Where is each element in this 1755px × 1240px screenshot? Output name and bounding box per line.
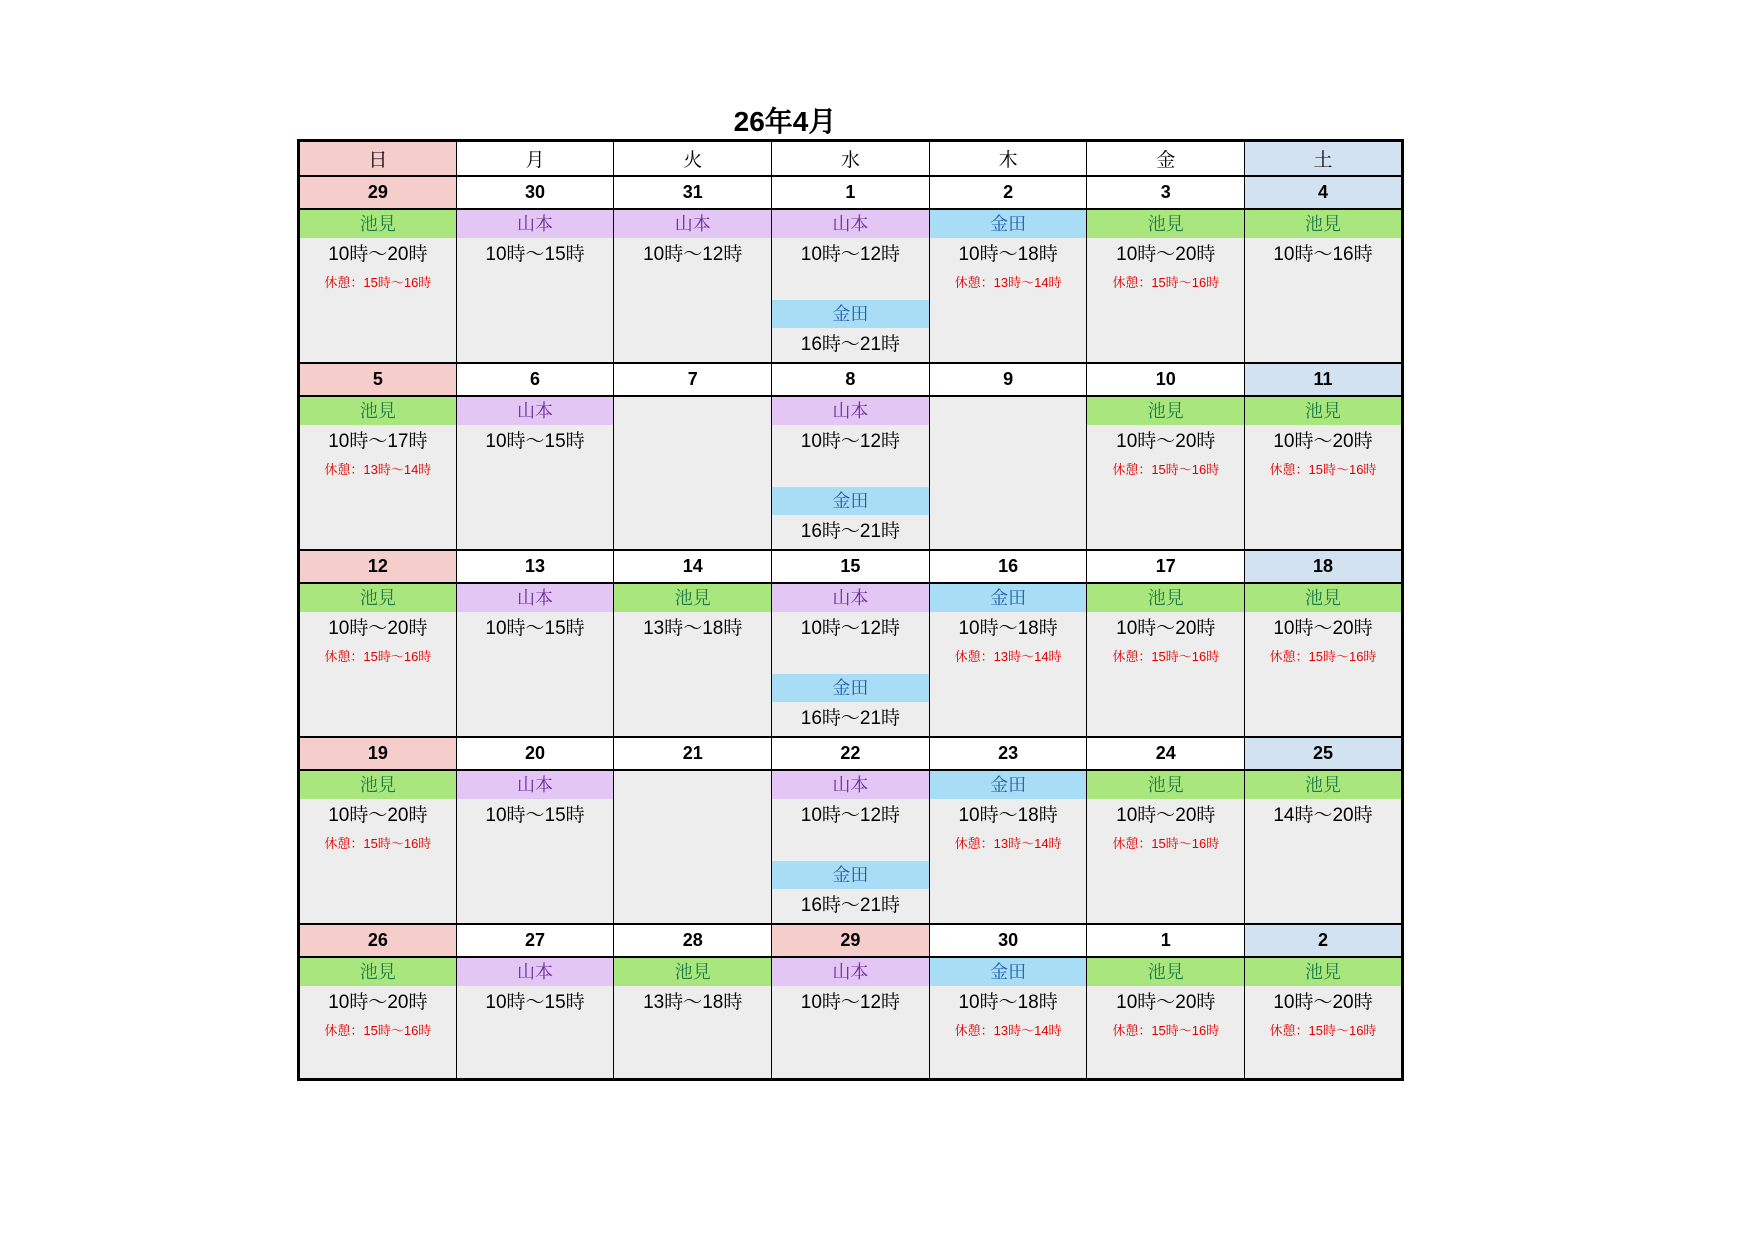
date-cell-7[interactable]: 7 — [614, 363, 772, 396]
staff-name-badge-yamamoto[interactable]: 山本 — [772, 397, 929, 425]
shift-cell-1[interactable] — [1087, 957, 1245, 1080]
shift-hours: 10時〜12時 — [800, 805, 901, 826]
date-cell-2[interactable]: 2 — [929, 176, 1087, 209]
shift-calendar-table — [297, 139, 1404, 1081]
shift-cell-22[interactable] — [772, 770, 930, 924]
date-cell-12[interactable]: 12 — [299, 550, 457, 583]
shift-hours: 14時〜20時 — [1273, 805, 1373, 826]
shift-cell-28[interactable] — [614, 957, 772, 1080]
staff-name-badge-yamamoto[interactable]: 山本 — [772, 958, 929, 986]
date-number-row — [299, 176, 1403, 209]
date-cell-4[interactable]: 4 — [1245, 176, 1403, 209]
shift-cell-18[interactable] — [1245, 583, 1403, 737]
date-cell-28[interactable]: 28 — [614, 924, 772, 957]
staff-name-badge-yamamoto[interactable]: 山本 — [614, 210, 771, 238]
shift-cell-15[interactable] — [772, 583, 930, 737]
shift-hours: 10時〜15時 — [485, 244, 585, 265]
shift-cell-inner — [300, 210, 456, 294]
shift-hours: 10時〜12時 — [800, 431, 901, 452]
shift-cell-inner — [1245, 397, 1401, 481]
date-cell-13[interactable]: 13 — [456, 550, 614, 583]
shift-cell-inner — [772, 958, 929, 1020]
staff-name-badge-yamamoto[interactable]: 山本 — [772, 584, 929, 612]
shift-hours: 10時〜15時 — [485, 805, 585, 826]
shift-cell-inner — [300, 958, 456, 1042]
date-number-row — [299, 737, 1403, 770]
shift-cell-3[interactable] — [1087, 209, 1245, 363]
shift-cell-inner — [614, 584, 771, 646]
shift-cell-27[interactable] — [456, 957, 614, 1080]
date-cell-26[interactable]: 26 — [299, 924, 457, 957]
shift-cell-inner — [457, 397, 614, 459]
staff-name-badge-yamamoto[interactable]: 山本 — [772, 210, 929, 238]
shift-cell-inner — [772, 771, 929, 923]
shift-cell-inner — [1087, 210, 1244, 294]
page-title: 26年4月 — [733, 106, 837, 137]
shift-hours: 16時〜21時 — [800, 708, 901, 729]
staff-name-badge-yamamoto[interactable]: 山本 — [457, 584, 614, 612]
shift-hours: 10時〜15時 — [485, 992, 585, 1013]
shift-hours: 13時〜18時 — [643, 992, 743, 1013]
shift-cell-inner — [930, 210, 1087, 294]
shift-hours: 13時〜18時 — [643, 618, 743, 639]
shift-hours: 10時〜12時 — [800, 618, 901, 639]
shift-hours: 10時〜16時 — [1273, 244, 1373, 265]
date-cell-29[interactable]: 29 — [299, 176, 457, 209]
break-time-note: 休憩：15時〜16時 — [324, 649, 432, 664]
shift-hours: 10時〜15時 — [485, 618, 585, 639]
break-time-note: 休憩：15時〜16時 — [1112, 462, 1220, 477]
break-time-note: 休憩：15時〜16時 — [1269, 462, 1377, 477]
shift-cell-4[interactable] — [1245, 209, 1403, 363]
shift-hours: 10時〜15時 — [485, 431, 585, 452]
shift-hours: 16時〜21時 — [800, 334, 901, 355]
break-time-note: 休憩：15時〜16時 — [1112, 836, 1220, 851]
staff-name-badge-yamamoto[interactable]: 山本 — [457, 958, 614, 986]
shift-hours: 10時〜20時 — [1116, 431, 1216, 452]
break-time-note: 休憩：13時〜14時 — [954, 275, 1062, 290]
shift-cell-inner — [300, 397, 456, 481]
shift-hours: 10時〜20時 — [1116, 618, 1216, 639]
staff-name-badge-kaneda[interactable]: 金田 — [930, 210, 1087, 238]
staff-name-badge-yamamoto[interactable]: 山本 — [457, 397, 614, 425]
weekday-header-0: 日 — [299, 141, 457, 177]
shift-hours: 10時〜12時 — [800, 244, 901, 265]
date-number-row — [299, 924, 1403, 957]
shift-cell-2[interactable] — [1245, 957, 1403, 1080]
break-time-note: 休憩：15時〜16時 — [1112, 649, 1220, 664]
shift-cell-inner — [1245, 210, 1401, 272]
shift-cell-inner — [1087, 584, 1244, 668]
shift-hours: 10時〜18時 — [958, 244, 1058, 265]
calendar-container — [297, 139, 1401, 1081]
date-cell-21[interactable]: 21 — [614, 737, 772, 770]
date-cell-31[interactable]: 31 — [614, 176, 772, 209]
staff-name-badge-yamamoto[interactable]: 山本 — [457, 210, 614, 238]
staff-name-badge-ikemi[interactable]: 池見 — [1245, 584, 1401, 612]
shift-content-row — [299, 209, 1403, 363]
date-cell-16[interactable]: 16 — [929, 550, 1087, 583]
shift-cell-10[interactable] — [1087, 396, 1245, 550]
break-time-note: 休憩：15時〜16時 — [324, 275, 432, 290]
shift-cell-14[interactable] — [614, 583, 772, 737]
staff-name-badge-ikemi[interactable]: 池見 — [1245, 210, 1401, 238]
date-cell-2[interactable]: 2 — [1245, 924, 1403, 957]
shift-cell-2[interactable] — [929, 209, 1087, 363]
staff-name-badge-ikemi[interactable]: 池見 — [300, 210, 456, 238]
staff-name-badge-kaneda[interactable]: 金田 — [772, 300, 929, 328]
staff-name-badge-ikemi[interactable]: 池見 — [1087, 958, 1244, 986]
shift-cell-23[interactable] — [929, 770, 1087, 924]
shift-cell-7[interactable] — [614, 396, 772, 550]
staff-name-badge-kaneda[interactable]: 金田 — [930, 584, 1087, 612]
shift-cell-inner — [457, 958, 614, 1020]
shift-cell-31[interactable] — [614, 209, 772, 363]
date-cell-14[interactable]: 14 — [614, 550, 772, 583]
staff-name-badge-ikemi[interactable]: 池見 — [1245, 771, 1401, 799]
date-cell-3[interactable]: 3 — [1087, 176, 1245, 209]
date-cell-18[interactable]: 18 — [1245, 550, 1403, 583]
date-cell-15[interactable]: 15 — [772, 550, 930, 583]
shift-spacer — [772, 459, 929, 487]
shift-cell-6[interactable] — [456, 396, 614, 550]
date-cell-23[interactable]: 23 — [929, 737, 1087, 770]
shift-cell-29[interactable] — [299, 209, 457, 363]
break-time-note: 休憩：13時〜14時 — [324, 462, 432, 477]
shift-cell-17[interactable] — [1087, 583, 1245, 737]
shift-content-row — [299, 957, 1403, 1080]
break-time-note: 休憩：15時〜16時 — [1112, 275, 1220, 290]
staff-name-badge-kaneda[interactable]: 金田 — [930, 771, 1087, 799]
shift-cell-inner — [614, 958, 771, 1020]
staff-name-badge-ikemi[interactable]: 池見 — [614, 584, 771, 612]
shift-cell-5[interactable] — [299, 396, 457, 550]
weekday-header-1: 月 — [456, 141, 614, 177]
shift-hours: 10時〜18時 — [958, 805, 1058, 826]
shift-cell-inner — [772, 210, 929, 362]
shift-cell-11[interactable] — [1245, 396, 1403, 550]
staff-name-badge-ikemi[interactable]: 池見 — [1087, 210, 1244, 238]
shift-cell-inner — [614, 210, 771, 272]
shift-cell-inner — [457, 584, 614, 646]
shift-hours: 10時〜20時 — [328, 992, 428, 1013]
weekday-header-6: 土 — [1245, 141, 1403, 177]
break-time-note: 休憩：13時〜14時 — [954, 836, 1062, 851]
shift-cell-19[interactable] — [299, 770, 457, 924]
date-cell-19[interactable]: 19 — [299, 737, 457, 770]
shift-cell-24[interactable] — [1087, 770, 1245, 924]
shift-cell-inner — [1245, 958, 1401, 1042]
break-time-note: 休憩：15時〜16時 — [1269, 649, 1377, 664]
staff-name-badge-ikemi[interactable]: 池見 — [1087, 584, 1244, 612]
break-time-note: 休憩：15時〜16時 — [1112, 1023, 1220, 1038]
date-cell-5[interactable]: 5 — [299, 363, 457, 396]
shift-cell-inner — [300, 771, 456, 855]
break-time-note: 休憩：15時〜16時 — [324, 836, 432, 851]
weekday-header-3: 水 — [772, 141, 930, 177]
date-cell-17[interactable]: 17 — [1087, 550, 1245, 583]
shift-content-row — [299, 583, 1403, 737]
shift-content-row — [299, 396, 1403, 550]
shift-hours: 10時〜20時 — [328, 618, 428, 639]
date-cell-30[interactable]: 30 — [456, 176, 614, 209]
date-cell-22[interactable]: 22 — [772, 737, 930, 770]
shift-cell-21[interactable] — [614, 770, 772, 924]
staff-name-badge-ikemi[interactable]: 池見 — [1087, 771, 1244, 799]
break-time-note: 休憩：15時〜16時 — [324, 1023, 432, 1038]
date-cell-11[interactable]: 11 — [1245, 363, 1403, 396]
shift-cell-inner — [300, 584, 456, 668]
shift-cell-12[interactable] — [299, 583, 457, 737]
date-cell-20[interactable]: 20 — [456, 737, 614, 770]
shift-hours: 16時〜21時 — [800, 895, 901, 916]
staff-name-badge-kaneda[interactable]: 金田 — [772, 674, 929, 702]
staff-name-badge-ikemi[interactable]: 池見 — [300, 958, 456, 986]
shift-hours: 16時〜21時 — [800, 521, 901, 542]
weekday-header-4: 木 — [929, 141, 1087, 177]
shift-cell-inner — [772, 397, 929, 549]
shift-hours: 10時〜20時 — [1116, 244, 1216, 265]
shift-hours: 10時〜18時 — [958, 618, 1058, 639]
date-cell-8[interactable]: 8 — [772, 363, 930, 396]
date-cell-1[interactable]: 1 — [1087, 924, 1245, 957]
date-cell-6[interactable]: 6 — [456, 363, 614, 396]
staff-name-badge-ikemi[interactable]: 池見 — [300, 584, 456, 612]
shift-hours: 10時〜17時 — [328, 431, 428, 452]
date-number-row — [299, 550, 1403, 583]
date-cell-27[interactable]: 27 — [456, 924, 614, 957]
date-cell-10[interactable]: 10 — [1087, 363, 1245, 396]
shift-cell-inner — [930, 958, 1087, 1042]
shift-cell-inner — [1087, 397, 1244, 481]
staff-name-badge-kaneda[interactable]: 金田 — [930, 958, 1087, 986]
weekday-header-5: 金 — [1087, 141, 1245, 177]
shift-spacer — [772, 833, 929, 861]
staff-name-badge-ikemi[interactable]: 池見 — [300, 397, 456, 425]
break-time-note: 休憩：13時〜14時 — [954, 649, 1062, 664]
date-cell-30[interactable]: 30 — [929, 924, 1087, 957]
date-number-row — [299, 363, 1403, 396]
weekday-header-2: 火 — [614, 141, 772, 177]
shift-cell-inner — [1087, 958, 1244, 1042]
shift-hours: 10時〜12時 — [643, 244, 743, 265]
shift-content-row — [299, 770, 1403, 924]
break-time-note: 休憩：13時〜14時 — [954, 1023, 1062, 1038]
staff-name-badge-ikemi[interactable]: 池見 — [1245, 397, 1401, 425]
shift-hours: 10時〜20時 — [1273, 431, 1373, 452]
shift-cell-8[interactable] — [772, 396, 930, 550]
staff-name-badge-yamamoto[interactable]: 山本 — [457, 771, 614, 799]
staff-name-badge-ikemi[interactable]: 池見 — [1087, 397, 1244, 425]
shift-cell-16[interactable] — [929, 583, 1087, 737]
shift-cell-9[interactable] — [929, 396, 1087, 550]
staff-name-badge-ikemi[interactable]: 池見 — [1245, 958, 1401, 986]
shift-cell-inner — [930, 584, 1087, 668]
shift-hours: 10時〜18時 — [958, 992, 1058, 1013]
date-cell-24[interactable]: 24 — [1087, 737, 1245, 770]
shift-hours: 10時〜20時 — [328, 805, 428, 826]
shift-cell-inner — [1245, 771, 1401, 833]
shift-cell-30[interactable] — [456, 209, 614, 363]
date-cell-25[interactable]: 25 — [1245, 737, 1403, 770]
staff-name-badge-ikemi[interactable]: 池見 — [300, 771, 456, 799]
date-cell-1[interactable]: 1 — [772, 176, 930, 209]
shift-spacer — [772, 272, 929, 300]
shift-cell-1[interactable] — [772, 209, 930, 363]
shift-cell-inner — [457, 210, 614, 272]
shift-hours: 10時〜20時 — [328, 244, 428, 265]
shift-spacer — [772, 646, 929, 674]
staff-name-badge-kaneda[interactable]: 金田 — [772, 861, 929, 889]
shift-cell-25[interactable] — [1245, 770, 1403, 924]
shift-cell-inner — [772, 584, 929, 736]
weekday-header-row — [299, 141, 1403, 177]
shift-hours: 10時〜12時 — [800, 992, 901, 1013]
shift-cell-26[interactable] — [299, 957, 457, 1080]
shift-hours: 10時〜20時 — [1116, 805, 1216, 826]
shift-cell-inner — [1245, 584, 1401, 668]
shift-hours: 10時〜20時 — [1273, 618, 1373, 639]
shift-cell-29[interactable] — [772, 957, 930, 1080]
shift-cell-inner — [457, 771, 614, 833]
shift-cell-inner — [1087, 771, 1244, 855]
shift-hours: 10時〜20時 — [1273, 992, 1373, 1013]
shift-cell-13[interactable] — [456, 583, 614, 737]
shift-cell-30[interactable] — [929, 957, 1087, 1080]
date-cell-9[interactable]: 9 — [929, 363, 1087, 396]
shift-cell-20[interactable] — [456, 770, 614, 924]
date-cell-29[interactable]: 29 — [772, 924, 930, 957]
staff-name-badge-yamamoto[interactable]: 山本 — [772, 771, 929, 799]
shift-hours: 10時〜20時 — [1116, 992, 1216, 1013]
staff-name-badge-kaneda[interactable]: 金田 — [772, 487, 929, 515]
staff-name-badge-ikemi[interactable]: 池見 — [614, 958, 771, 986]
break-time-note: 休憩：15時〜16時 — [1269, 1023, 1377, 1038]
shift-cell-inner — [930, 771, 1087, 855]
